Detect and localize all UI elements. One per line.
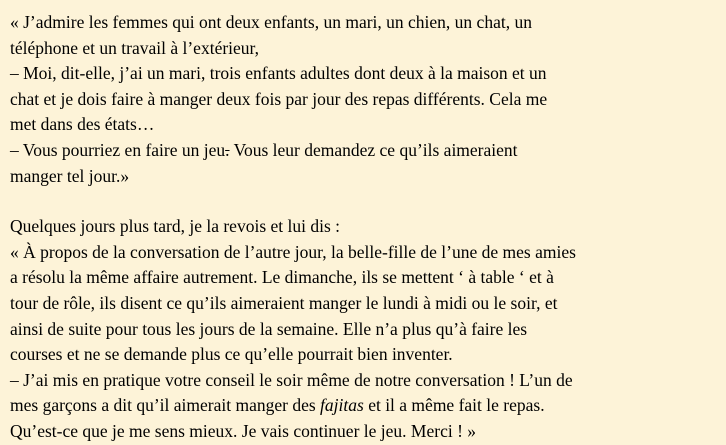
text-line: manger tel jour.» <box>10 165 130 186</box>
text-line-prefix: mes garçons a dit qu’il aimerait manger des <box>10 395 321 416</box>
text-line: ainsi de suite pour tous les jours de la semaine. Elle n’a plus qu’à faire les <box>10 318 528 339</box>
text-line-prefix: – Vous pourriez en faire un jeu <box>10 139 226 160</box>
text-line: met dans des états… <box>10 114 155 135</box>
text-line: – J’ai mis en pratique votre conseil le soir même de notre conversation ! L’un de <box>10 369 573 390</box>
paragraph-3 <box>10 214 714 368</box>
text-line: – Moi, dit-elle, j’ai un mari, trois enfants adultes dont deux à la maison et un <box>10 63 547 84</box>
text-line: courses et ne se demande plus ce qu’elle pourrait bien inventer. <box>10 344 453 365</box>
text-line: « J’admire les femmes qui ont deux enfants, un mari, un chien, un chat, un <box>10 12 532 32</box>
text-line: a résolu la même affaire autrement. Le dimanche, ils se mettent ‘ à table ‘ et à <box>10 267 554 288</box>
paragraph-2 <box>10 138 714 189</box>
text-line: « À propos de la conversation de l’autre jour, la belle-fille de l’une de mes amies <box>10 241 576 262</box>
text-line-suffix: et il a même fait le repas. <box>363 395 545 416</box>
italic-word: fajitas <box>320 395 364 416</box>
text-line: Qu’est-ce que je me sens mieux. Je vais continuer le jeu. Merci ! » <box>10 420 477 441</box>
text-line: chat et je dois faire à manger deux fois par jour des repas différents. Cela me <box>10 88 548 109</box>
text-line-suffix: Vous leur demandez ce qu’ils aimeraient <box>229 139 518 160</box>
struck-period: . <box>225 139 230 160</box>
paragraph-spacer <box>10 189 714 214</box>
text-line: Quelques jours plus tard, je la revois et lui dis : <box>10 216 341 237</box>
paragraph-4 <box>10 368 714 445</box>
text-line: téléphone et un travail à l’extérieur, <box>10 37 260 58</box>
text-line: tour de rôle, ils disent ce qu’ils aimeraient manger le lundi à midi ou le soir, et <box>10 292 558 313</box>
paragraph-1 <box>10 10 714 138</box>
